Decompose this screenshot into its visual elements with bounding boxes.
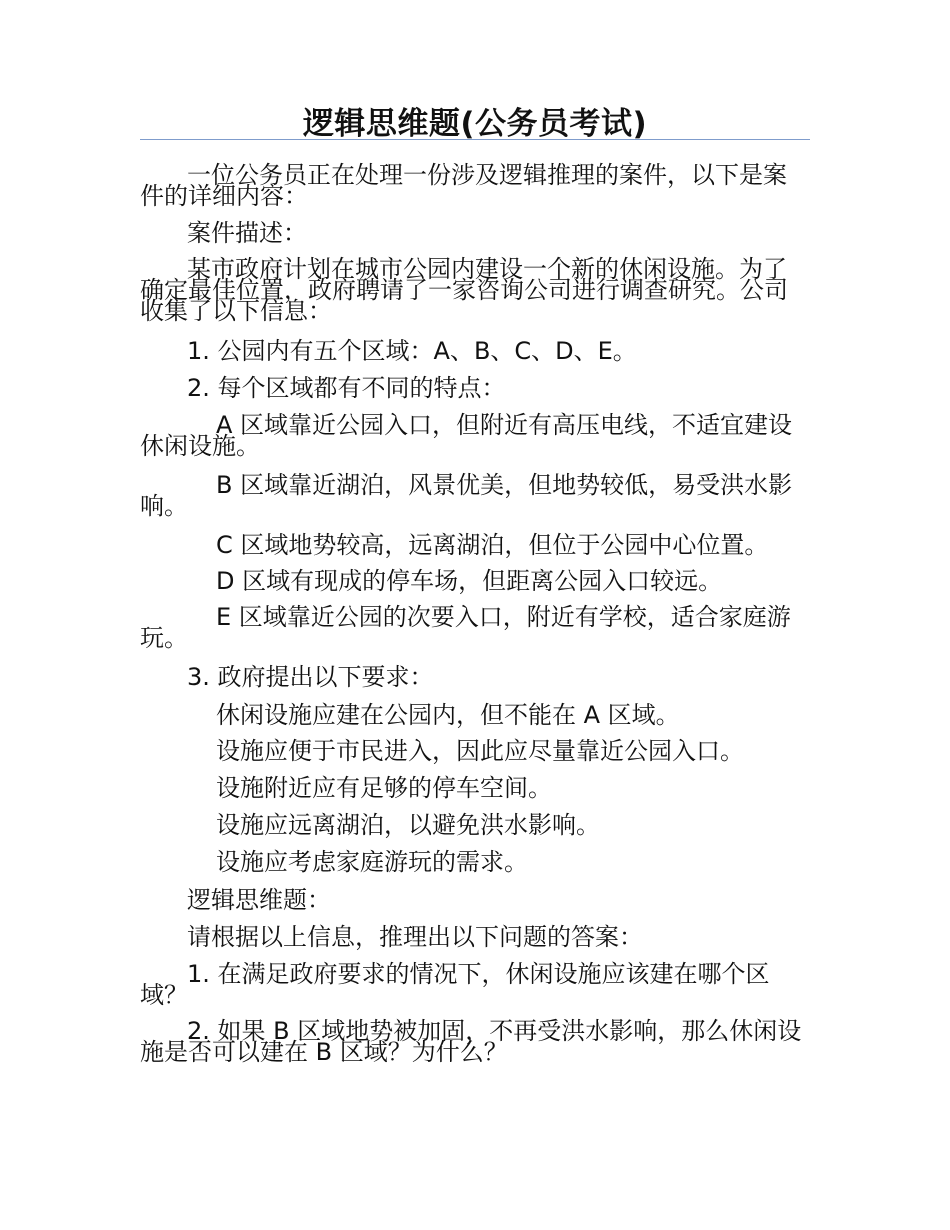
requirement-3: 设施附近应有足够的停车空间。	[216, 774, 552, 802]
info-item-2: 2. 每个区域都有不同的特点：	[187, 374, 506, 402]
area-c-description: C 区域地势较高，远离湖泊，但位于公园中心位置。	[216, 531, 769, 559]
question-prompt: 请根据以上信息，推理出以下问题的答案：	[187, 923, 643, 951]
requirement-2: 设施应便于市民进入，因此应尽量靠近公园入口。	[216, 737, 744, 765]
question-2: 2. 如果 B 区域地势被加固，不再受洪水影响，那么休闲设施是否可以建在 B 区域？为什么？	[140, 1017, 802, 1066]
title-underline	[140, 139, 810, 140]
area-a-description: A 区域靠近公园入口，但附近有高压电线，不适宜建设休闲设施。	[140, 411, 793, 460]
requirement-4: 设施应远离湖泊，以避免洪水影响。	[216, 811, 600, 839]
case-description: 某市政府计划在城市公园内建设一个新的休闲设施。为了确定最佳位置，政府聘请了一家咨询公司进行调查研究。公司收集了以下信息：	[140, 255, 788, 325]
area-e-description: E 区域靠近公园的次要入口，附近有学校，适合家庭游玩。	[140, 603, 791, 652]
info-item-1: 1. 公园内有五个区域：A、B、C、D、E。	[187, 337, 637, 365]
intro-paragraph: 一位公务员正在处理一份涉及逻辑推理的案件，以下是案件的详细内容：	[140, 161, 787, 210]
requirement-1: 休闲设施应建在公园内，但不能在 A 区域。	[216, 701, 680, 729]
question-1: 1. 在满足政府要求的情况下，休闲设施应该建在哪个区域？	[140, 960, 770, 1009]
area-b-description: B 区域靠近湖泊，风景优美，但地势较低，易受洪水影响。	[140, 471, 793, 520]
area-d-description: D 区域有现成的停车场，但距离公园入口较远。	[216, 567, 723, 595]
document-title: 逻辑思维题(公务员考试)	[302, 106, 648, 142]
case-heading: 案件描述：	[187, 219, 307, 247]
requirement-5: 设施应考虑家庭游玩的需求。	[216, 848, 528, 876]
info-item-3: 3. 政府提出以下要求：	[187, 663, 434, 691]
logic-heading: 逻辑思维题：	[187, 886, 331, 914]
